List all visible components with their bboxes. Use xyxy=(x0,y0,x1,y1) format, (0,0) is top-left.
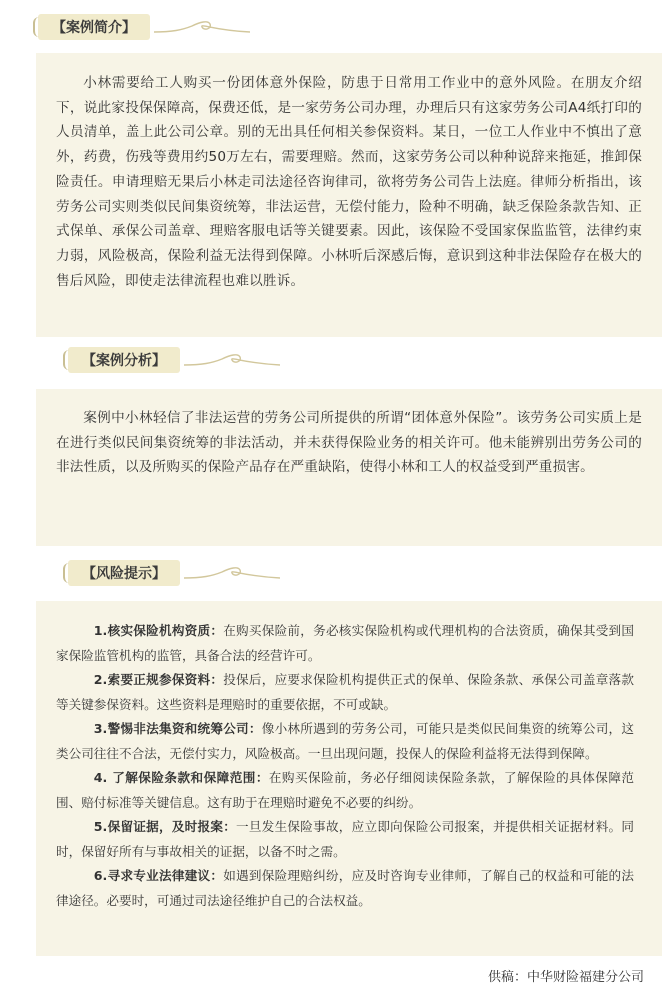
intro-paragraph: 小林需要给工人购买一份团体意外保险，防患于日常用工作业中的意外风险。在朋友介绍下，说此家投保保障高，保费还低，是一家劳务公司办理，办理后只有这家劳务公司A4纸打印的人员清单，盖上此公司公章。别的无出具任何相关参保资料。某日，一位工人作业中不慎出了意外，药费，伤残等费用约50万左右，需要理赔。然而，这家劳务公司以种种说辞来拖延，推卸保险责任。申请理赔无果后小林走司法途径咨询律司，欲将劳务公司告上法庭。律师分析指出，该劳务公司实则类似民间集资统筹，非法运营，无偿付能力，险种不明确，缺乏保险条款告知、正式保单、承保公司盖章、理赔客服电话等关键要素。因此，该保险不受国家保监监管，法律约束力弱，风险极高，保险利益无法得到保障。小林听后深感后悔，意识到这种非法保险存在极大的售后风险，即使走法律流程也难以胜诉。 xyxy=(56,75,642,289)
risk-item-head: 3.警惕非法集资和统筹公司： xyxy=(93,721,262,736)
risk-item-head: 1.核实保险机构资质： xyxy=(93,623,224,638)
analysis-panel xyxy=(36,389,662,546)
risk-item-head: 2.索要正规参保资料： xyxy=(93,672,224,687)
risk-item-body: 在购买保险前，务必仔细阅读保险条款，了解保险的具体保障范围、赔付标准等关键信息。这有助于在理赔时避免不必要的纠纷。 xyxy=(56,770,634,810)
section-tag-intro xyxy=(38,12,252,42)
source-credit: 供稿：中华财险福建分公司 xyxy=(487,970,644,985)
risk-item xyxy=(56,668,634,717)
risk-item-body: 一旦发生保险事故，应立即向保险公司报案，并提供相关证据材料。同时，保留好所有与事故相关的证据，以备不时之需。 xyxy=(56,819,634,859)
risk-item-body: 如遇到保险理赔纠纷，应及时咨询专业律师，了解自己的权益和可能的法律途径。必要时，可通过司法途径维护自己的合法权益。 xyxy=(56,868,634,908)
risk-item xyxy=(56,619,634,668)
intro-panel xyxy=(36,53,662,337)
risk-item-body: 投保后，应要求保险机构提供正式的保单、保险条款、承保公司盖章落款等关键参保资料。这些资料是理赔时的重要依据，不可或缺。 xyxy=(56,672,634,712)
risk-item-head: 5.保留证据，及时报案： xyxy=(93,819,237,834)
tag-label: 【案例分析】 xyxy=(68,347,180,373)
risk-item xyxy=(56,717,634,766)
swirl-ornament-icon xyxy=(182,345,282,375)
risk-item xyxy=(56,766,634,815)
risk-item xyxy=(56,815,634,864)
risk-panel xyxy=(36,601,662,956)
risk-item-head: 4. 了解保险条款和保障范围： xyxy=(93,770,269,785)
risk-item-body: 在购买保险前，务必核实保险机构或代理机构的合法资质，确保其受到国家保险监管机构的监管，具备合法的经营许可。 xyxy=(56,623,634,663)
risk-item-head: 6.寻求专业法律建议： xyxy=(93,868,224,883)
swirl-ornament-icon xyxy=(152,12,252,42)
analysis-paragraph: 案例中小林轻信了非法运营的劳务公司所提供的所谓“团体意外保险”。该劳务公司实质上是在进行类似民间集资统筹的非法活动，并未获得保险业务的相关许可。他未能辨别出劳务公司的非法性质，以及所购买的保险产品存在严重缺陷，使得小林和工人的权益受到严重损害。 xyxy=(56,410,642,476)
tag-label: 【风险提示】 xyxy=(68,560,180,586)
tag-label: 【案例简介】 xyxy=(38,14,150,40)
section-tag-risk xyxy=(68,558,282,588)
swirl-ornament-icon xyxy=(182,558,282,588)
section-tag-analysis xyxy=(68,345,282,375)
risk-item xyxy=(56,864,634,913)
risk-item-body: 像小林所遇到的劳务公司，可能只是类似民间集资的统筹公司，这类公司往往不合法，无偿付实力，风险极高。一旦出现问题，投保人的保险利益将无法得到保障。 xyxy=(56,721,634,761)
